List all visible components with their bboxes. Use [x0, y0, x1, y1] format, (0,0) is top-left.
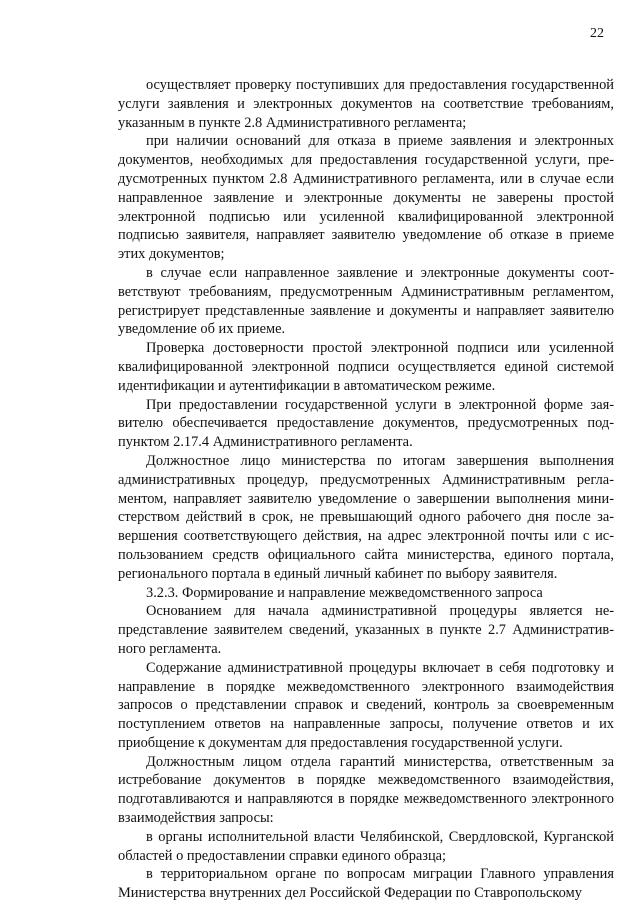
- paragraph-registration: в случае если направленное заявление и электронные документы соответствуют требованиям, предусмотренным Административным регламентом, регистрирует представленные заявление и документы и направляет заявителю уведомление об их приеме.: [118, 264, 614, 338]
- page-number: 22: [590, 26, 604, 41]
- paragraph-completion-notice: Должностное лицо министерства по итогам завершения выполнения административных процедур, предусмотренных Административным регламентом, направляет заявителю уведомление о завершении выполнения министерством действий в срок, не превышающий одного рабочего дня после завершения соответствующего действия, на адрес электронной почты или с использованием средств официального сайта министерства, единого портала, регионального портала в единый личный кабинет по выбору заявителя.: [118, 452, 614, 582]
- paragraph-refusal-grounds: при наличии оснований для отказа в приеме заявления и электронных документов, необходимых для предоставления государственной услуги, предусмотренных пунктом 2.8 Административного регламента, или в случае если направленное заявление и электронные документы не заверены простой электронной подписью или усиленной квалифицированной электронной подписью заявителя, направляет заявителю уведомление об отказе в приеме этих документов;: [118, 133, 614, 263]
- paragraph-signature-check: Проверка достоверности простой электронной подписи или усиленной квалифицированной электронной подписи осуществляется единой системой идентификации и аутентификации в автоматическом режиме.: [118, 340, 614, 394]
- section-heading-3-2-3: 3.2.3. Формирование и направление межведомственного запроса: [146, 584, 543, 601]
- paragraph-responsible-officer: Должностным лицом отдела гарантий министерства, ответственным за истребование документов в порядке межведомственного взаимодействия, подготавливаются и направляются в порядке межведомственного электронного взаимодействия запросы:: [118, 753, 614, 827]
- paragraph-procedure-basis: Основанием для начала административной процедуры является непредставление заявителем сведений, указанных в пункте 2.7 Административного регламента.: [118, 603, 614, 657]
- paragraph-check-documents: осуществляет проверку поступивших для предоставления государственной услуги заявления и электронных документов на соответствие требованиям, указанным в пункте 2.8 Административного регламента;: [118, 77, 614, 131]
- paragraph-regional-authorities: в органы исполнительной власти Челябинской, Свердловской, Курганской областей о предоставлении справки единого образца;: [118, 828, 614, 864]
- paragraph-procedure-content: Содержание административной процедуры включает в себя подготовку и направление в порядке межведомственного электронного взаимодействия запросов о представлении справок и сведений, контроль за своевременным поступлением ответов на направленные запросы, получение ответов и их приобщение к документам для предоставления государственной услуги.: [118, 659, 614, 751]
- body-text: [118, 76, 614, 903]
- paragraph-migration-office: в территориальном органе по вопросам миграции Главного управления Министерства внутренних дел Российской Федерации по Ставропольскому: [118, 866, 614, 902]
- paragraph-electronic-form: При предоставлении государственной услуги в электронной форме заявителю обеспечивается предоставление документов, предусмотренных подпунктом 2.17.4 Административного регламента.: [118, 396, 614, 451]
